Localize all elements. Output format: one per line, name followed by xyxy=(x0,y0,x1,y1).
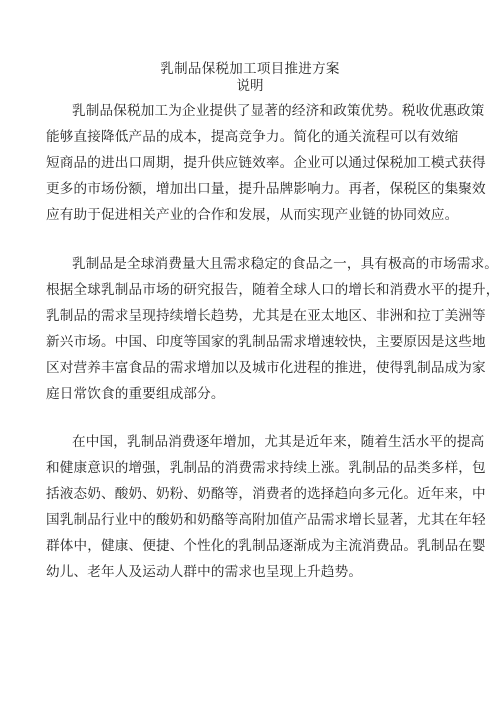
paragraph-line: 括液态奶、酸奶、奶粉、奶酪等，消费者的选择趋向多元化。近年来，中 xyxy=(46,486,486,502)
document-subtitle: 说明 xyxy=(236,78,264,94)
paragraph-line: 幼儿、老年人及运动人群中的需求也呈现上升趋势。 xyxy=(46,564,363,580)
paragraph-line: 更多的市场份额，增加出口量，提升品牌影响力。再者，保税区的集聚效 xyxy=(46,181,486,197)
paragraph-line: 在中国，乳制品消费逐年增加，尤其是近年来，随着生活水平的提高 xyxy=(72,434,485,450)
paragraph-line: 乳制品的需求呈现持续增长趋势，尤其是在亚太地区、非洲和拉丁美洲等 xyxy=(46,308,486,324)
paragraph-line: 乳制品是全球消费量大且需求稳定的食品之一，具有极高的市场需求。 xyxy=(72,256,499,272)
paragraph-line: 短商品的进出口周期，提升供应链效率。企业可以通过保税加工模式获得 xyxy=(46,155,486,171)
paragraph-line: 能够直接降低产品的成本，提高竞争力。简化的通关流程可以有效缩 xyxy=(46,129,459,145)
paragraph-line: 乳制品保税加工为企业提供了显著的经济和政策优势。税收优惠政策 xyxy=(72,103,485,119)
paragraph-line: 国乳制品行业中的酸奶和奶酪等高附加值产品需求增长显著，尤其在年轻 xyxy=(46,512,486,528)
paragraph-2 xyxy=(46,251,500,407)
paragraph-line: 根据全球乳制品市场的研究报告，随着全球人口的增长和消费水平的提升， xyxy=(46,282,500,298)
paragraph-1 xyxy=(46,98,486,228)
paragraph-line: 新兴市场。中国、印度等国家的乳制品需求增速较快，主要原因是这些地 xyxy=(46,334,486,350)
paragraph-line: 庭日常饮食的重要组成部分。 xyxy=(46,386,225,402)
document-title: 乳制品保税加工项目推进方案 xyxy=(160,61,340,77)
paragraph-line: 区对营养丰富食品的需求增加以及城市化进程的推进，使得乳制品成为家 xyxy=(46,360,486,376)
paragraph-3 xyxy=(46,429,486,585)
paragraph-line: 和健康意识的增强，乳制品的消费需求持续上涨。乳制品的品类多样，包 xyxy=(46,460,486,476)
paragraph-line: 应有助于促进相关产业的合作和发展，从而实现产业链的协同效应。 xyxy=(46,207,459,223)
paragraph-line: 群体中，健康、便捷、个性化的乳制品逐渐成为主流消费品。乳制品在婴 xyxy=(46,538,486,554)
